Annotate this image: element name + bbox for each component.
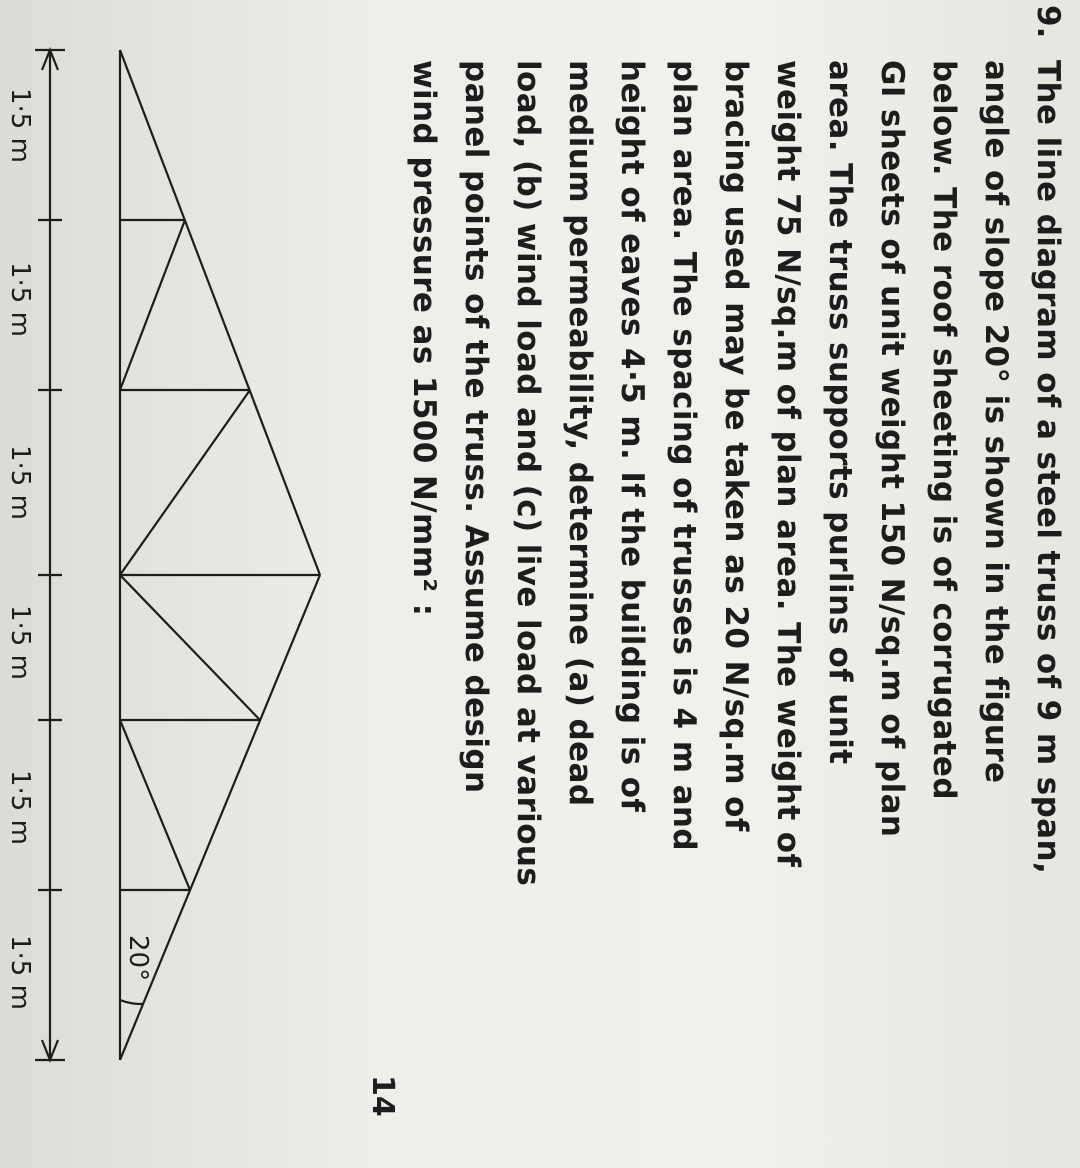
dimension-label-6: 1·5 m: [5, 935, 35, 1010]
question-line-3: below. The roof sheeting is of corrugated: [926, 60, 962, 800]
slope-angle-arc: [120, 1000, 143, 1004]
question-line-1: The line diagram of a steel truss of 9 m span,: [1030, 60, 1066, 875]
question-line-13: wind pressure as 1500 N/mm² :: [406, 60, 442, 617]
question-line-11: load, (b) wind load and (c) live load at various: [510, 60, 546, 887]
dimension-label-1: 1·5 m: [5, 88, 35, 163]
angle-label: 20°: [123, 935, 153, 982]
dimension-label-5: 1·5 m: [5, 770, 35, 845]
question-line-6: weight 75 N/sq.m of plan area. The weight of: [770, 60, 806, 868]
question-line-7: bracing used may be taken as 20 N/sq.m of: [718, 60, 754, 832]
question-line-4: GI sheets of unit weight 150 N/sq.m of plan: [874, 60, 910, 838]
question-line-5: area. The truss supports purlins of unit: [822, 60, 858, 765]
dimension-label-3: 1·5 m: [5, 445, 35, 520]
diagonal-member: [120, 575, 260, 720]
question-line-10: medium permeability, determine (a) dead: [562, 60, 598, 807]
diagonal-member: [120, 220, 185, 390]
diagonal-member: [120, 390, 250, 575]
dimension-label-2: 1·5 m: [5, 262, 35, 337]
question-line-9: height of eaves 4·5 m. If the building is of: [614, 60, 650, 813]
right-rafter: [120, 575, 320, 1060]
question-line-8: plan area. The spacing of trusses is 4 m and: [666, 60, 702, 851]
question-line-12: panel points of the truss. Assume design: [458, 60, 494, 794]
question-number: 9.: [1030, 5, 1066, 39]
page-number: 14: [365, 1075, 400, 1117]
question-line-2: angle of slope 20° is shown in the figure: [978, 60, 1014, 784]
diagonal-member: [120, 720, 190, 890]
dimension-label-4: 1·5 m: [5, 605, 35, 680]
